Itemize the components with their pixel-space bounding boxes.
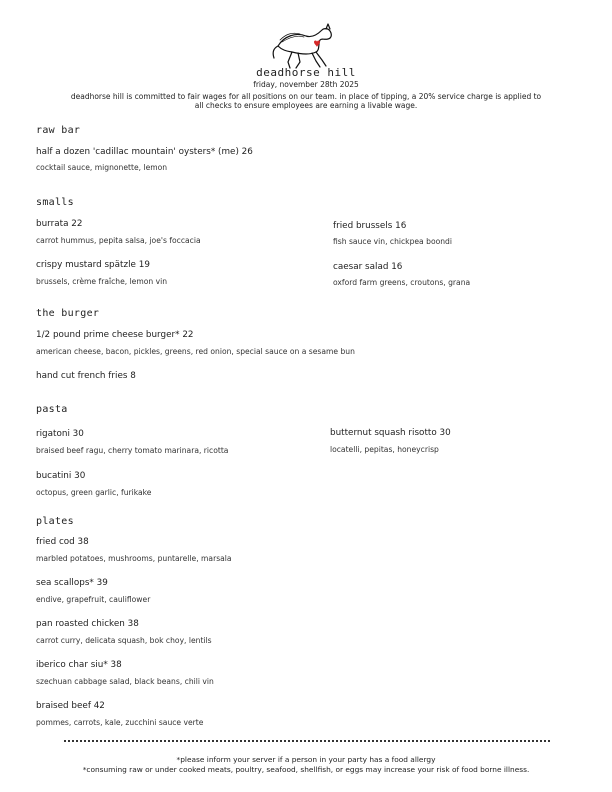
- dish-description: carrot curry, delicata squash, bok choy, lentils: [36, 636, 212, 645]
- dish-name: half a dozen 'cadillac mountain' oysters* (me) 26: [36, 147, 253, 157]
- dish-name: crispy mustard spätzle 19: [36, 260, 150, 270]
- dish-name: burrata 22: [36, 219, 83, 229]
- section-title-burger: the burger: [36, 308, 100, 319]
- dish-name: rigatoni 30: [36, 429, 84, 439]
- section-title-plates: plates: [36, 516, 74, 527]
- wage-note-line-2: all checks to ensure employees are earning a livable wage.: [194, 101, 418, 110]
- section-title-pasta: pasta: [36, 404, 68, 415]
- dish-description: american cheese, bacon, pickles, greens, red onion, special sauce on a sesame bun: [36, 347, 355, 356]
- dish-description: fish sauce vin, chickpea boondi: [333, 237, 452, 246]
- dish-description: carrot hummus, pepita salsa, joe's foccacia: [36, 236, 201, 245]
- dish-name: sea scallops* 39: [36, 578, 108, 588]
- dish-description: cocktail sauce, mignonette, lemon: [36, 163, 168, 172]
- dish-name: caesar salad 16: [333, 262, 403, 272]
- menu-date: friday, november 28th 2025: [253, 80, 359, 89]
- allergy-note: *please inform your server if a person in your party has a food allergy: [176, 755, 436, 764]
- dish-name: butternut squash risotto 30: [330, 428, 451, 438]
- dish-description: oxford farm greens, croutons, grana: [333, 278, 471, 287]
- dish-description: pommes, carrots, kale, zucchini sauce verte: [36, 718, 204, 727]
- dish-description: endive, grapefruit, cauliflower: [36, 595, 151, 604]
- dish-description: braised beef ragu, cherry tomato marinara, ricotta: [36, 446, 229, 455]
- raw-food-warning: *consuming raw or under cooked meats, poultry, seafood, shellfish, or eggs may increase your risk of food borne illness.: [82, 765, 530, 774]
- section-title-raw-bar: raw bar: [36, 125, 81, 136]
- dish-name: iberico char siu* 38: [36, 660, 122, 670]
- dish-description: szechuan cabbage salad, black beans, chili vin: [36, 677, 214, 686]
- dish-name: bucatini 30: [36, 471, 86, 481]
- dish-description: locatelli, pepitas, honeycrisp: [330, 445, 439, 454]
- dotted-divider: [64, 740, 550, 742]
- dish-name: fried cod 38: [36, 537, 89, 547]
- dish-name: braised beef 42: [36, 701, 105, 711]
- dish-description: marbled potatoes, mushrooms, puntarelle, marsala: [36, 554, 232, 563]
- wage-note-line-1: deadhorse hill is committed to fair wages for all positions on our team. in place of tipping, a 20% service charge is applied to: [70, 92, 542, 101]
- dish-description: octopus, green garlic, furikake: [36, 488, 152, 497]
- dish-name: hand cut french fries 8: [36, 371, 136, 381]
- dish-name: fried brussels 16: [333, 221, 407, 231]
- section-title-smalls: smalls: [36, 197, 74, 208]
- restaurant-name: deadhorse hill: [256, 66, 356, 79]
- dish-name: 1/2 pound prime cheese burger* 22: [36, 330, 194, 340]
- dish-description: brussels, crème fraîche, lemon vin: [36, 277, 168, 286]
- dish-name: pan roasted chicken 38: [36, 619, 139, 629]
- horse-logo-icon: [270, 22, 342, 70]
